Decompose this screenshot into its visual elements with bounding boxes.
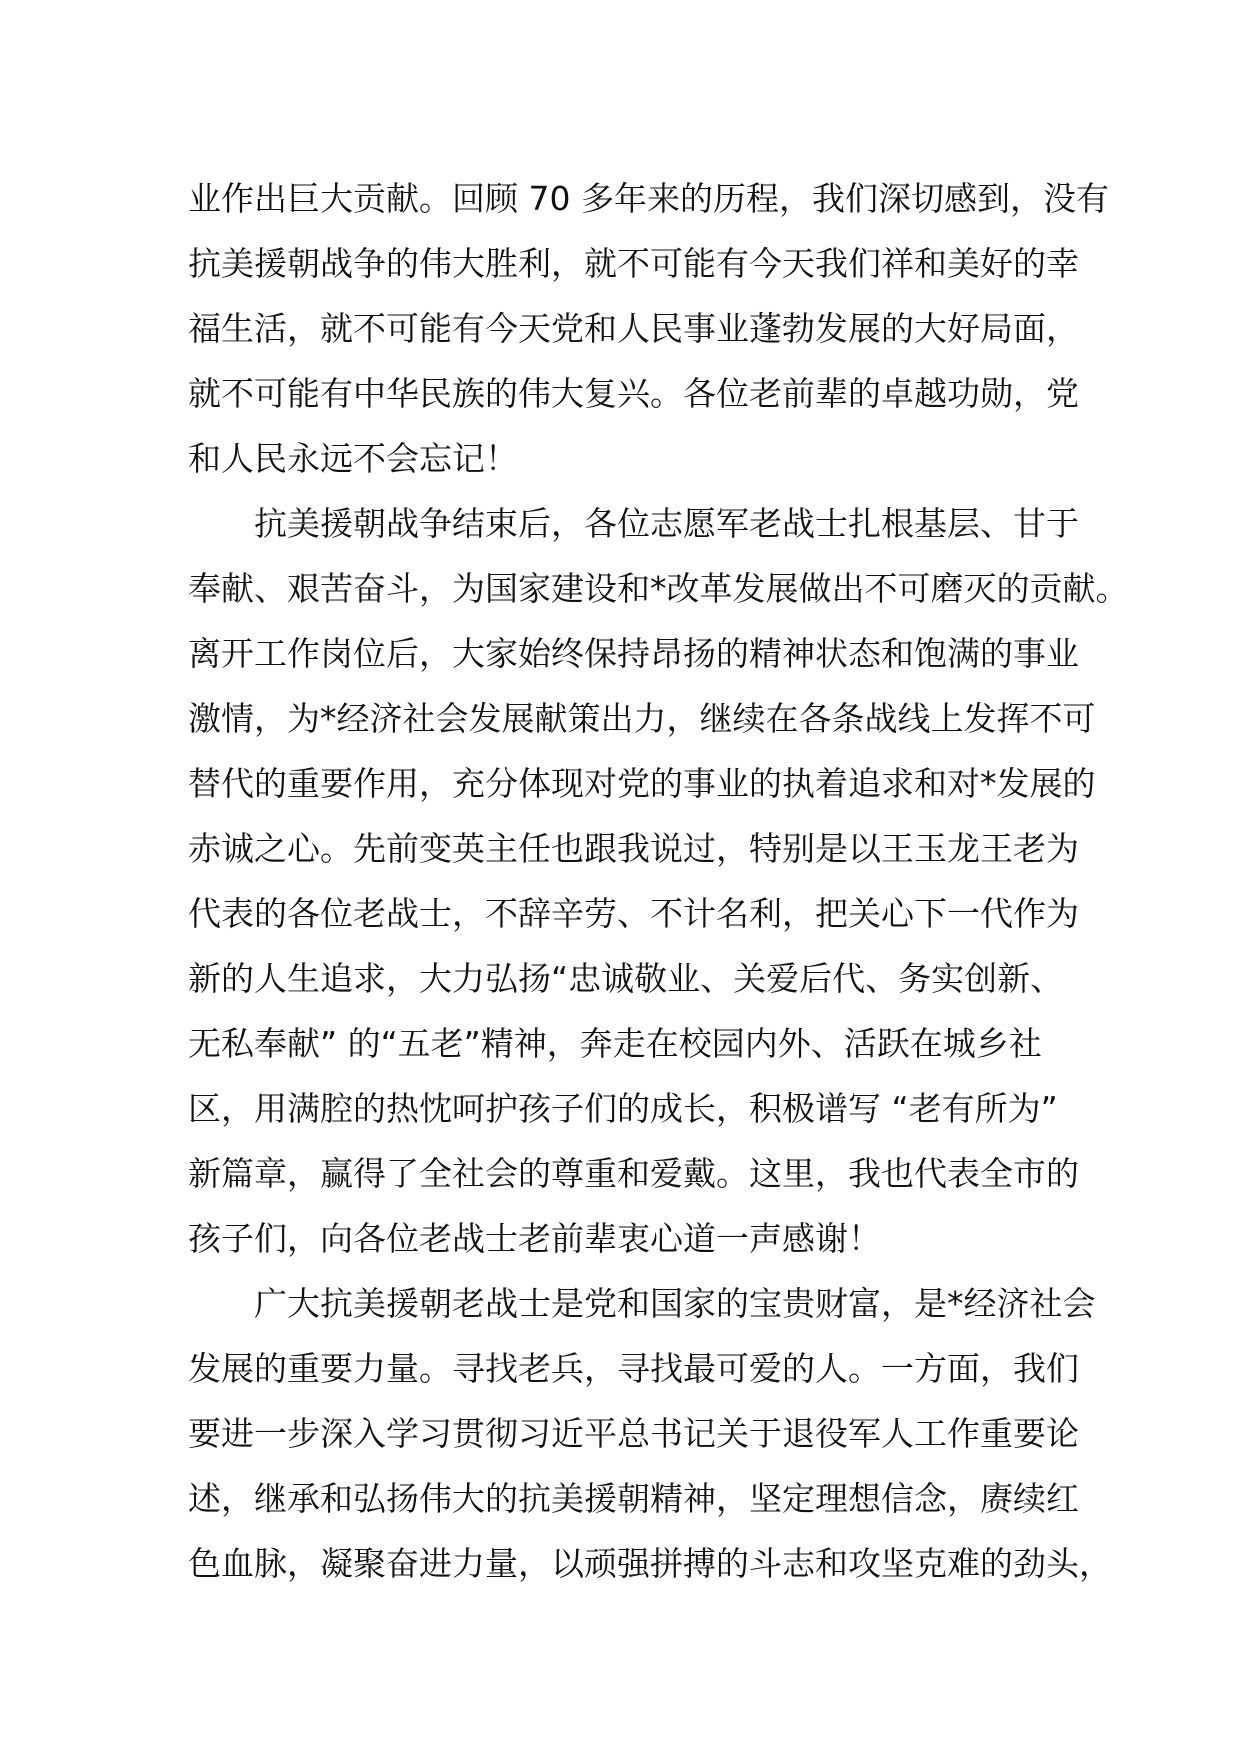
paragraph-start-line: 抗美援朝战争结束后，各位志愿军老战士扎根基层、甘于 (254, 504, 1079, 543)
text-line: 激情，为*经济社会发展献策出力，继续在各条战线上发挥不可 (188, 699, 1096, 738)
text-line: 和人民永远不会忘记！ (188, 439, 518, 478)
text-line: 替代的重要作用，充分体现对党的事业的执着追求和对*发展的 (188, 764, 1096, 803)
text-line: 赤诚之心。先前变英主任也跟我说过，特别是以王玉龙王老为 (188, 829, 1079, 868)
body-text (188, 166, 1129, 1596)
text-line: 述，继承和弘扬伟大的抗美援朝精神，坚定理想信念，赓续红 (188, 1479, 1079, 1518)
text-line: 就不可能有中华民族的伟大复兴。各位老前辈的卓越功勋，党 (188, 374, 1079, 413)
text-line: 要进一步深入学习贯彻习近平总书记关于退役军人工作重要论 (188, 1414, 1079, 1453)
text-line: 离开工作岗位后，大家始终保持昂扬的精神状态和饱满的事业 (188, 634, 1079, 673)
text-line: 代表的各位老战士，不辞辛劳、不计名利，把关心下一代作为 (188, 894, 1079, 933)
text-line: 新篇章，赢得了全社会的尊重和爱戴。这里，我也代表全市的 (188, 1154, 1079, 1193)
text-line: 孩子们，向各位老战士老前辈衷心道一声感谢！ (188, 1219, 881, 1258)
text-line: 业作出巨大贡献。回顾 70 多年来的历程，我们深切感到，没有 (188, 179, 1109, 218)
text-line: 色血脉，凝聚奋进力量，以顽强拼搏的斗志和攻坚克难的劲头， (188, 1544, 1112, 1583)
text-line: 福生活，就不可能有今天党和人民事业蓬勃发展的大好局面， (188, 309, 1079, 348)
text-line: 无私奉献” 的“五老”精神，奔走在校园内外、活跃在城乡社 (188, 1024, 1042, 1063)
text-line: 抗美援朝战争的伟大胜利，就不可能有今天我们祥和美好的幸 (188, 244, 1079, 283)
paragraph-start-line: 广大抗美援朝老战士是党和国家的宝贵财富，是*经济社会 (254, 1284, 1096, 1323)
text-line: 奉献、艰苦奋斗，为国家建设和*改革发展做出不可磨灭的贡献。 (188, 569, 1129, 608)
text-line: 区，用满腔的热忱呵护孩子们的成长，积极谱写 “老有所为” (188, 1089, 1058, 1128)
text-line: 发展的重要力量。寻找老兵，寻找最可爱的人。一方面，我们 (188, 1349, 1079, 1388)
text-line: 新的人生追求，大力弘扬“忠诚敬业、关爱后代、务实创新、 (188, 959, 1064, 998)
